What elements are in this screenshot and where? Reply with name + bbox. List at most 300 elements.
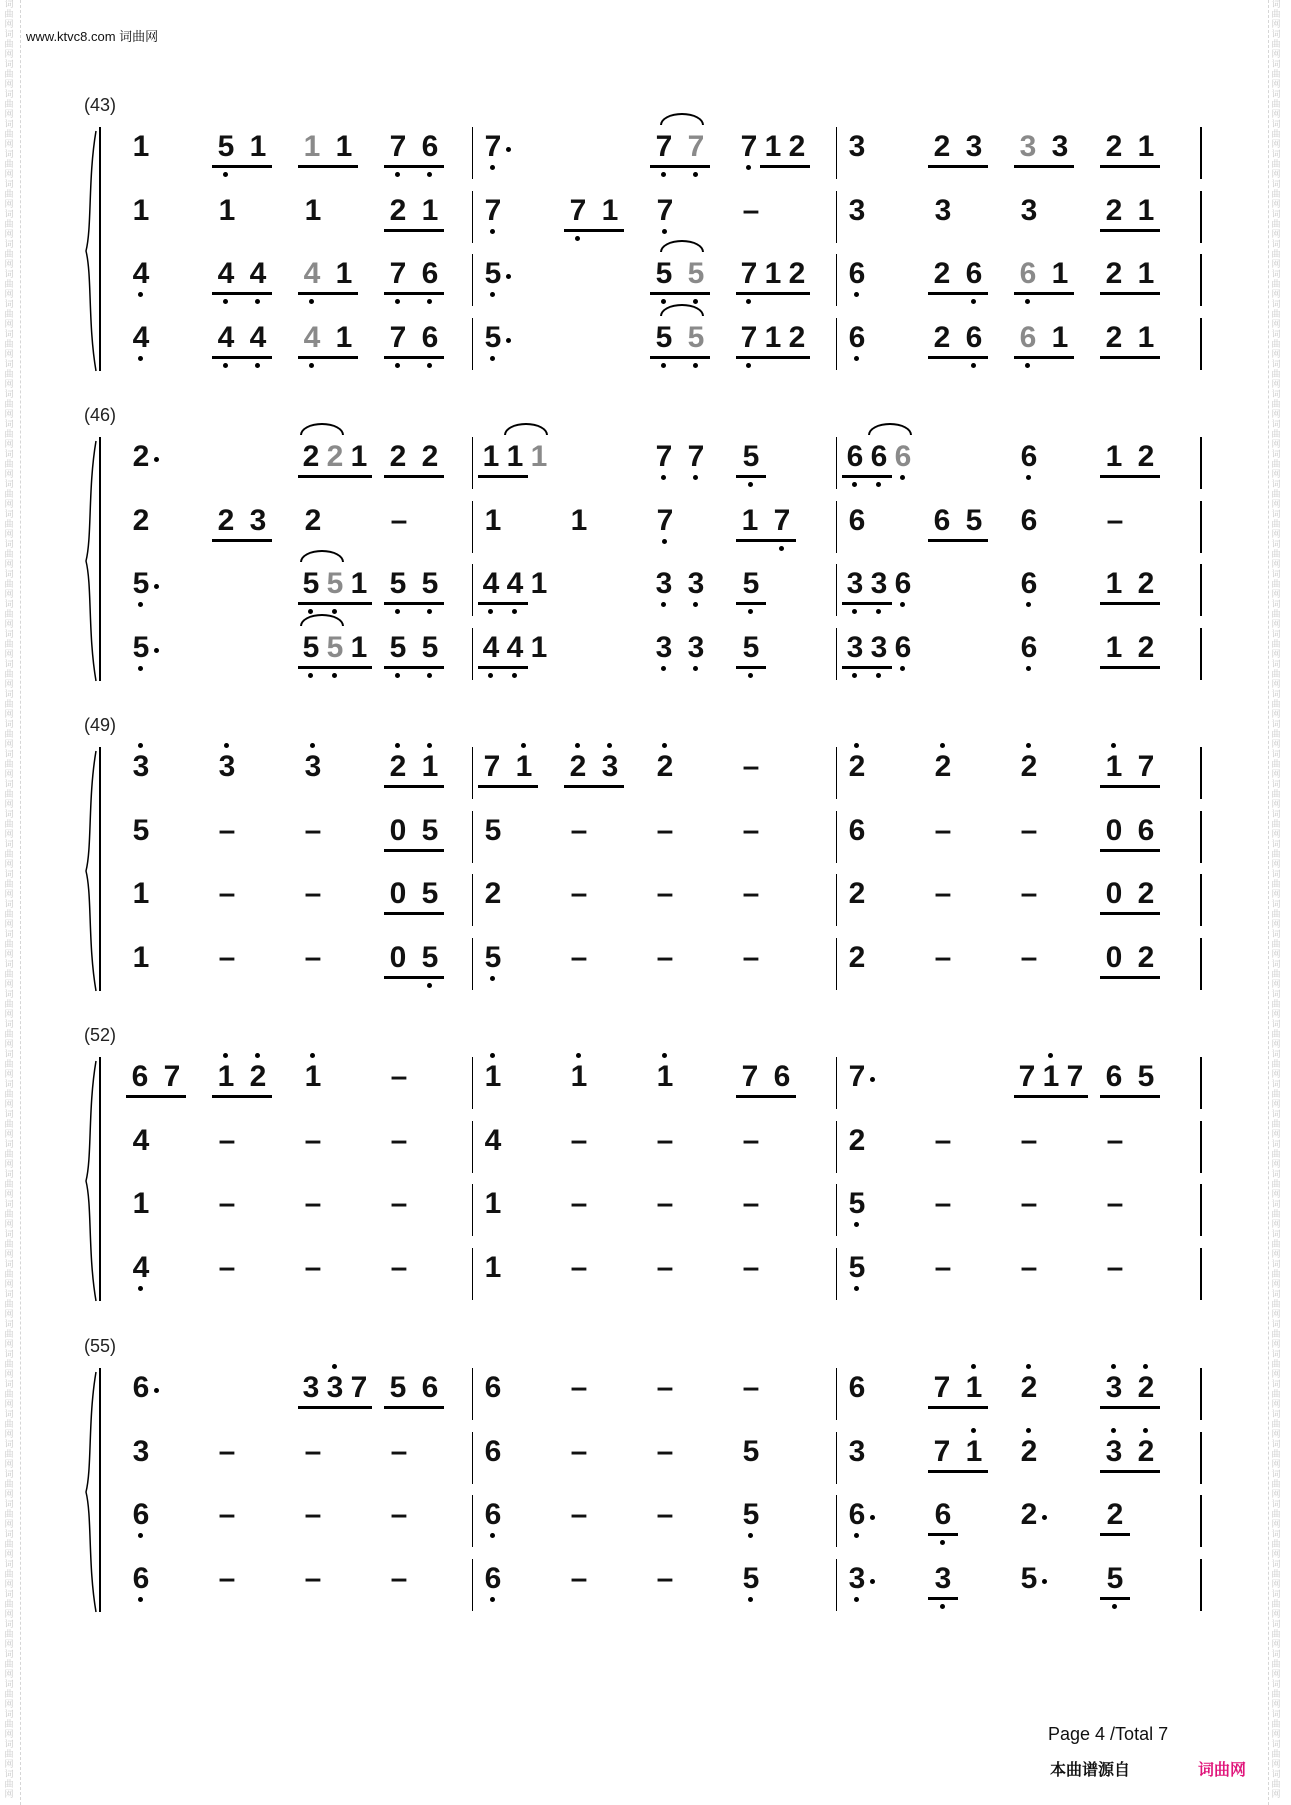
note: 2 [933, 320, 951, 354]
beat [928, 1246, 1004, 1290]
beat [126, 1182, 202, 1226]
note: 7 [682, 125, 710, 169]
eighth-underline [212, 292, 272, 295]
beat [736, 125, 812, 169]
octave-down-dot [395, 172, 400, 177]
sustain-dash: – [656, 1123, 674, 1157]
note: 1 [741, 503, 759, 537]
octave-down-dot [693, 475, 698, 480]
beat [298, 1366, 374, 1410]
beat [928, 435, 1004, 479]
note: 3 [682, 562, 710, 606]
beat [928, 872, 1004, 916]
eighth-underline [478, 602, 528, 605]
eighth-underline [212, 165, 272, 168]
sustain-dash: – [934, 813, 952, 847]
eighth-underline [212, 539, 272, 542]
octave-up-dot [1143, 1428, 1148, 1433]
beat [126, 1366, 202, 1410]
beat [126, 936, 202, 980]
note: 6 [890, 562, 916, 606]
octave-down-dot [661, 475, 666, 480]
eighth-underline [1100, 1533, 1130, 1536]
note: 1 [530, 630, 548, 664]
sustain-dash: – [1020, 1250, 1038, 1284]
beat [1014, 1246, 1090, 1290]
beat [650, 252, 726, 296]
sustain-dash: – [570, 1123, 588, 1157]
octave-down-dot [746, 299, 751, 304]
note: 5 [965, 503, 983, 537]
eighth-underline [1014, 356, 1074, 359]
beat [1014, 745, 1090, 789]
note: 1 [421, 193, 439, 227]
note: 7 [650, 435, 678, 479]
octave-down-dot [138, 1286, 143, 1291]
note: 3 [842, 562, 868, 606]
octave-up-dot [1111, 743, 1116, 748]
note: 2 [326, 440, 344, 473]
octave-down-dot [1112, 1604, 1117, 1609]
octave-down-dot [661, 299, 666, 304]
octave-down-dot [255, 299, 260, 304]
octave-down-dot [693, 363, 698, 368]
beat [1100, 1430, 1176, 1474]
beat [1014, 1557, 1090, 1601]
tie-arc [868, 423, 912, 435]
note: 1 [506, 440, 524, 473]
barline [836, 254, 837, 306]
beat [298, 1430, 374, 1474]
note: 7 [933, 1371, 951, 1404]
beat [842, 1182, 918, 1226]
beat [1100, 809, 1176, 853]
beat [212, 1055, 288, 1099]
beat [212, 1430, 288, 1474]
octave-up-dot [576, 1053, 581, 1058]
beat [298, 1055, 374, 1099]
note: 1 [564, 1055, 594, 1099]
note: 2 [1105, 193, 1123, 227]
octave-down-dot [138, 602, 143, 607]
beat [298, 872, 374, 916]
note: 4 [502, 562, 528, 606]
beat [1014, 125, 1090, 169]
note: 5 [384, 562, 412, 606]
note: 5 [126, 562, 156, 606]
beat [384, 1430, 460, 1474]
octave-down-dot [661, 172, 666, 177]
beat [1100, 499, 1176, 543]
beat [478, 435, 554, 479]
note: 3 [1020, 193, 1038, 227]
octave-up-dot [575, 743, 580, 748]
note: 1 [510, 745, 538, 789]
barline [836, 1559, 837, 1611]
note: 5 [682, 316, 710, 360]
watermark-right: 词曲网 词曲网 词曲网 词曲网 词曲网 词曲网 词曲网 词曲网 词曲网 词曲网 词曲网 词曲网 词曲网 词曲网 词曲网 词曲网 词曲网 词曲网 词曲网 词曲网 词曲网 词曲网 词曲网 词曲网 词曲网 词曲网 词曲网 词曲网 词曲网 词曲网 词曲网 词曲网 词曲网 词曲网 词曲网 词曲网 词曲网 词曲网 词曲网 词曲网 词曲网 词曲网 词曲网 词曲网 词曲网 词曲网 词曲网 词曲网 词曲网 词曲网 词曲网 词曲网 词曲网 词曲网 词曲网 词曲网 词曲网 词曲网 词曲网 词曲网 [1271, 0, 1281, 1800]
barline [836, 1368, 837, 1420]
beat [384, 936, 460, 980]
augmentation-dot [506, 147, 511, 152]
note: 7 [736, 316, 762, 360]
eighth-underline [384, 229, 444, 232]
octave-down-dot [746, 363, 751, 368]
beat [564, 1493, 640, 1537]
octave-down-dot [854, 356, 859, 361]
note: 3 [848, 1434, 866, 1468]
note: 5 [478, 316, 508, 360]
octave-down-dot [512, 673, 517, 678]
note: 6 [126, 1493, 156, 1537]
sustain-dash: – [390, 1434, 408, 1468]
eighth-underline [760, 165, 810, 168]
beat [564, 125, 640, 169]
octave-down-dot [488, 609, 493, 614]
sustain-dash: – [742, 1123, 760, 1157]
sustain-dash: – [1106, 1187, 1124, 1220]
octave-up-dot [662, 743, 667, 748]
source-site-link[interactable]: 词曲网 [1198, 1762, 1247, 1779]
sustain-dash: – [1020, 877, 1038, 910]
note: 4 [126, 316, 156, 360]
site-header: www.ktvc8.com 词曲网 [26, 29, 159, 44]
beat [1014, 1119, 1090, 1163]
beat [126, 809, 202, 853]
beat [1014, 435, 1090, 479]
beat [478, 1493, 554, 1537]
note: 1 [1137, 320, 1155, 354]
sustain-dash: – [742, 1371, 760, 1404]
octave-down-dot [854, 1533, 859, 1538]
eighth-underline [736, 292, 810, 295]
octave-up-dot [854, 743, 859, 748]
barline [472, 254, 473, 306]
sustain-dash: – [570, 1371, 588, 1404]
beat [212, 1493, 288, 1537]
note: 5 [682, 252, 710, 296]
note: 1 [350, 630, 368, 664]
beat [842, 1055, 918, 1099]
beat [842, 1366, 918, 1410]
sustain-dash: – [742, 1250, 760, 1284]
sustain-dash: – [304, 1187, 322, 1220]
beat [842, 1493, 918, 1537]
note: 7 [384, 125, 412, 169]
barline [836, 127, 837, 179]
beat [842, 809, 918, 853]
system-end-bar [1200, 437, 1202, 489]
octave-down-dot [309, 299, 314, 304]
beat [212, 499, 288, 543]
note: 1 [335, 257, 353, 290]
note: 2 [389, 440, 407, 473]
note: 6 [416, 316, 444, 360]
barline [836, 318, 837, 370]
eighth-underline [384, 1406, 444, 1409]
note: 0 [389, 813, 407, 847]
octave-up-dot [1143, 1364, 1148, 1369]
note: 1 [1105, 630, 1123, 664]
octave-down-dot [223, 363, 228, 368]
beat [564, 316, 640, 360]
note: 7 [384, 316, 412, 360]
note: 2 [1137, 877, 1155, 910]
note: 2 [928, 745, 958, 789]
beat [736, 809, 812, 853]
note: 7 [1137, 750, 1155, 783]
beat [1014, 189, 1090, 233]
note: 5 [736, 1557, 766, 1601]
sustain-dash: – [570, 1561, 588, 1595]
beat [298, 745, 374, 789]
note: 7 [478, 125, 508, 169]
beat [1100, 252, 1176, 296]
note: 1 [960, 1430, 988, 1474]
note: 5 [298, 626, 324, 670]
note: 1 [530, 440, 548, 473]
beat [736, 435, 812, 479]
beat [126, 252, 202, 296]
note: 1 [132, 940, 150, 974]
note: 3 [302, 1371, 320, 1404]
note: 1 [960, 1366, 988, 1410]
note: 1 [304, 193, 322, 227]
beat [736, 1055, 812, 1099]
note: 5 [742, 1434, 760, 1468]
eighth-underline [928, 165, 988, 168]
note: 1 [1137, 130, 1155, 163]
note: 1 [484, 503, 502, 537]
note: 3 [866, 626, 892, 670]
sustain-dash: – [656, 1434, 674, 1468]
note: 2 [1014, 1430, 1044, 1474]
note: 3 [212, 745, 242, 789]
beat [1100, 626, 1176, 670]
barline [472, 318, 473, 370]
note: 5 [389, 1371, 407, 1404]
barline [472, 747, 473, 799]
note: 5 [384, 626, 412, 670]
sustain-dash: – [1020, 813, 1038, 847]
sustain-dash: – [742, 877, 760, 910]
beat [650, 1557, 726, 1601]
beat [384, 1182, 460, 1226]
sustain-dash: – [304, 1123, 322, 1157]
note: 2 [217, 503, 235, 537]
beat [1100, 1246, 1176, 1290]
note: 5 [484, 813, 502, 847]
note: 3 [1100, 1366, 1128, 1410]
beat [928, 1430, 1004, 1474]
beat [1100, 872, 1176, 916]
octave-up-dot [662, 1053, 667, 1058]
beat [650, 1493, 726, 1537]
octave-down-dot [490, 976, 495, 981]
beat [298, 1182, 374, 1226]
eighth-underline [928, 1533, 958, 1536]
note: 2 [842, 745, 872, 789]
octave-down-dot [395, 299, 400, 304]
sustain-dash: – [656, 1371, 674, 1404]
beat [1100, 125, 1176, 169]
octave-down-dot [223, 299, 228, 304]
sustain-dash: – [1020, 1187, 1038, 1220]
octave-up-dot [971, 1428, 976, 1433]
beat [298, 189, 374, 233]
eighth-underline [1014, 1095, 1088, 1098]
note: 6 [416, 252, 444, 296]
note: 5 [322, 562, 348, 606]
note: 3 [132, 1434, 150, 1468]
staff-row [0, 1366, 1291, 1422]
note: 2 [1105, 257, 1123, 290]
beat [478, 1430, 554, 1474]
octave-down-dot [575, 236, 580, 241]
page-indicator: Page 4 /Total 7 [1048, 1724, 1169, 1744]
note: 4 [298, 252, 326, 296]
beat [1014, 1055, 1090, 1099]
octave-up-dot [1048, 1053, 1053, 1058]
note: 7 [1066, 1060, 1084, 1093]
octave-down-dot [661, 666, 666, 671]
eighth-underline [478, 475, 528, 478]
beat [126, 435, 202, 479]
beat [928, 252, 1004, 296]
octave-up-dot [224, 743, 229, 748]
note: 2 [1137, 440, 1155, 473]
beat [650, 499, 726, 543]
eighth-underline [298, 475, 372, 478]
note: 1 [416, 745, 444, 789]
beat [298, 316, 374, 360]
sustain-dash: – [570, 813, 588, 847]
octave-down-dot [1026, 666, 1031, 671]
eighth-underline [842, 666, 892, 669]
sustain-dash: – [304, 877, 322, 910]
note: 2 [788, 257, 806, 290]
note: 1 [530, 567, 548, 600]
octave-down-dot [748, 673, 753, 678]
augmentation-dot [870, 1579, 875, 1584]
beat [478, 189, 554, 233]
note: 5 [650, 252, 678, 296]
beat [212, 1246, 288, 1290]
octave-down-dot [693, 602, 698, 607]
octave-down-dot [223, 172, 228, 177]
note: 6 [928, 1493, 958, 1537]
note: 1 [132, 877, 150, 910]
note: 6 [1014, 626, 1044, 670]
sustain-dash: – [656, 877, 674, 910]
beat [478, 936, 554, 980]
eighth-underline [928, 1406, 988, 1409]
octave-up-dot [971, 1364, 976, 1369]
note: 5 [322, 626, 348, 670]
note: 5 [416, 626, 444, 670]
sustain-dash: – [218, 1561, 236, 1595]
octave-up-dot [427, 743, 432, 748]
eighth-underline [384, 475, 444, 478]
octave-down-dot [138, 356, 143, 361]
sustain-dash: – [218, 1250, 236, 1284]
measure-number: (55) [84, 1336, 117, 1356]
sustain-dash: – [218, 1498, 236, 1531]
barline [472, 1057, 473, 1109]
note: 7 [350, 1371, 368, 1404]
beat [650, 626, 726, 670]
note: 1 [218, 193, 236, 227]
octave-up-dot [395, 743, 400, 748]
octave-down-dot [427, 299, 432, 304]
beat [212, 316, 288, 360]
barline [472, 564, 473, 616]
beat [478, 1246, 554, 1290]
note: 1 [601, 193, 619, 227]
note: 4 [502, 626, 528, 670]
octave-down-dot [427, 609, 432, 614]
note: 1 [1051, 320, 1069, 354]
note: 6 [1014, 562, 1044, 606]
octave-down-dot [332, 609, 337, 614]
tie-arc [504, 423, 548, 435]
beat [736, 1430, 812, 1474]
note: 2 [384, 745, 412, 789]
beat [384, 316, 460, 360]
beat [384, 809, 460, 853]
note: 1 [1100, 745, 1128, 789]
note: 3 [682, 626, 710, 670]
note: 1 [764, 320, 782, 354]
note: 0 [1105, 940, 1123, 974]
beat [126, 1055, 202, 1099]
barline [836, 1248, 837, 1300]
beat [212, 809, 288, 853]
sustain-dash: – [570, 1498, 588, 1531]
eighth-underline [1100, 785, 1160, 788]
note: 4 [244, 252, 272, 296]
note: 6 [416, 125, 444, 169]
augmentation-dot [870, 1515, 875, 1520]
note: 2 [848, 1123, 866, 1157]
barline [836, 1432, 837, 1484]
note: 0 [389, 877, 407, 910]
eighth-underline [384, 602, 444, 605]
note: 6 [478, 1557, 508, 1601]
staff-row [0, 626, 1291, 682]
augmentation-dot [154, 648, 159, 653]
beat [298, 1246, 374, 1290]
note: 5 [421, 813, 439, 847]
note: 6 [842, 1493, 872, 1537]
eighth-underline [1100, 976, 1160, 979]
note: 6 [1105, 1060, 1123, 1093]
sustain-dash: – [218, 940, 236, 974]
note: 5 [736, 1493, 766, 1537]
augmentation-dot [870, 1077, 875, 1082]
beat [736, 936, 812, 980]
system-end-bar [1200, 1368, 1202, 1420]
octave-down-dot [854, 1286, 859, 1291]
beat [478, 1182, 554, 1226]
sustain-dash: – [1020, 1123, 1038, 1157]
eighth-underline [736, 356, 810, 359]
sustain-dash: – [390, 1498, 408, 1531]
beat [384, 1557, 460, 1601]
beat [478, 1366, 554, 1410]
note: 1 [132, 1187, 150, 1220]
beat [1014, 872, 1090, 916]
